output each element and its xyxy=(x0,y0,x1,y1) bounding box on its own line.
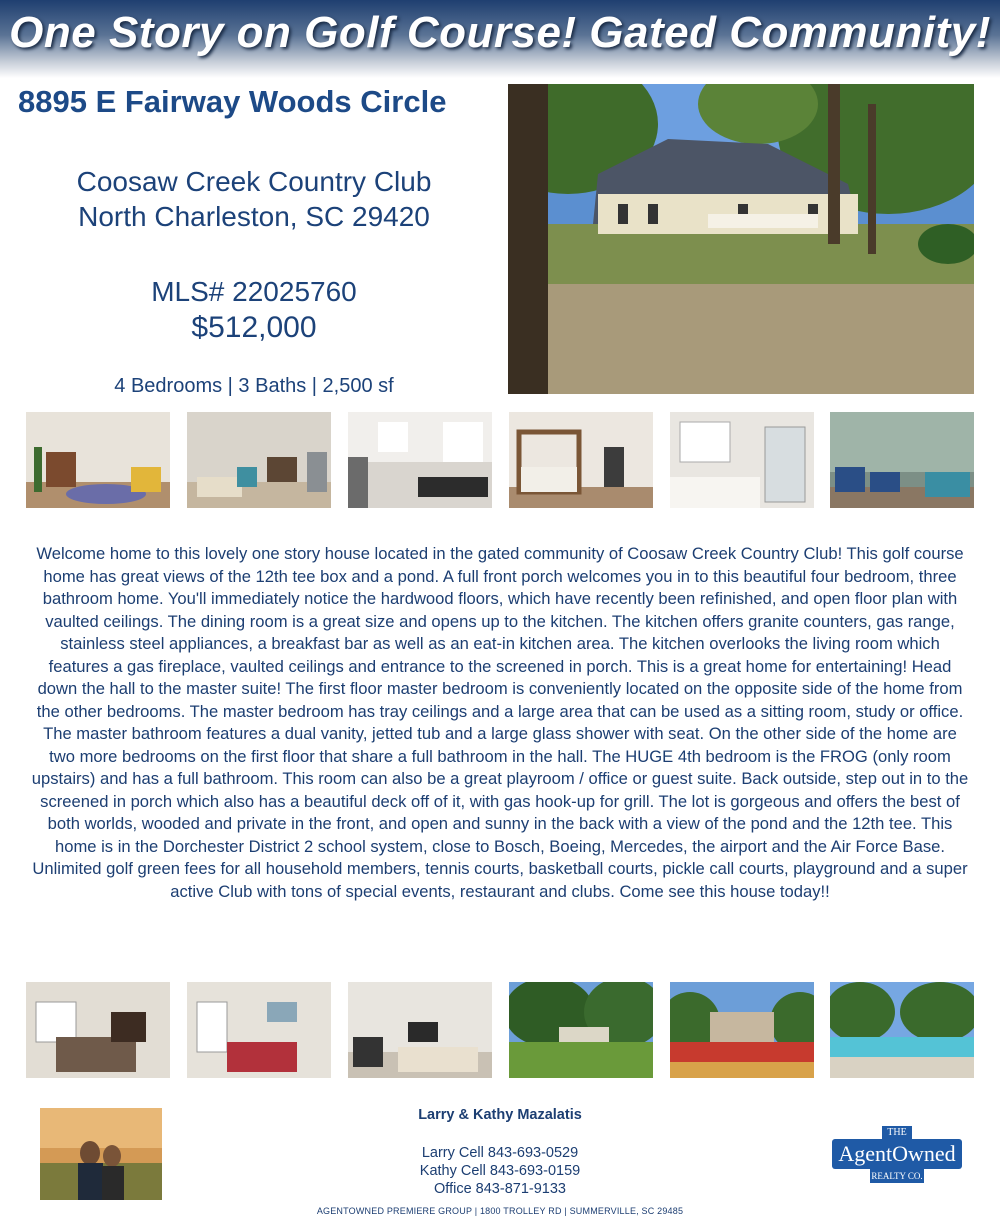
photo-master-bath xyxy=(670,412,814,508)
logo-agentowned: AgentOwned xyxy=(832,1139,962,1169)
photo-bonus-room xyxy=(348,982,492,1078)
community-name: Coosaw Creek Country Club xyxy=(76,166,432,197)
main-exterior-photo xyxy=(508,84,974,394)
property-specs: 4 Bedrooms | 3 Baths | 2,500 sf xyxy=(114,375,394,397)
headline: One Story on Golf Course! Gated Community! xyxy=(9,8,991,57)
logo-realty: REALTY CO. xyxy=(871,1171,923,1181)
photo-screened-porch xyxy=(830,412,974,508)
larry-cell: Larry Cell 843-693-0529 xyxy=(421,1145,579,1161)
photo-bedroom-3 xyxy=(187,982,331,1078)
city-state-zip: North Charleston, SC 29420 xyxy=(78,201,430,232)
photo-rear-exterior xyxy=(509,982,653,1078)
photo-master-bedroom xyxy=(509,412,653,508)
property-address: 8895 E Fairway Woods Circle xyxy=(18,84,447,119)
agent-photo xyxy=(40,1108,162,1200)
logo-the: THE xyxy=(882,1126,912,1140)
photo-community-pool xyxy=(830,982,974,1078)
property-description: Welcome home to this lovely one story house located in the gated community of Coosaw Creek Country Club! This golf course home has great views of the 12th tee box and a pond. A full front porch welcomes you in to this beautiful four bedroom, three bathroom home. You'll immediately notice the hardwood floors, which have recently been refinished, and open floor plan with vaulted ceilings. The dining room is a great size and opens up to the kitchen. The kitchen offers granite counters, gas range, stainless steel appliances, a breakfast bar as well as an eat-in kitchen area. The kitchen overlooks the living room which features a gas fireplace, vaulted ceilings and entrance to the screened in porch. This is a great home for entertaining! Head down the hall to the master suite! The first floor master bedroom is conveniently located on the opposite side of the home from the other bedrooms. The master bedroom has tray ceilings and a large area that can be used as a sitting room, study or office. The master bathroom features a dual vanity, jetted tub and a large glass shower with seat. On the other side of the home are two more bedrooms on the first floor that share a full bathroom in the hall. The HUGE 4th bedroom is the FROG (only room upstairs) and has a full bathroom. This room can also be a great playroom / office or guest suite. Back outside, step out in to the screened in porch which also has a beautiful deck off of it, with gas hook-up for grill. The lot is gorgeous and offers the best of both worlds, wooded and private in the front, and open and sunny in the back with a view of the pond and the 12th tee. This home is in the Dorchester District 2 school system, close to Bosch, Boeing, Mercedes, the airport and the Air Force Base. Unlimited golf green fees for all household members, tennis courts, basketball courts, pickle call courts, playground and a super active Club with tons of special events, restaurant and clubs. Come see this house today!! xyxy=(31,544,969,901)
photo-kitchen xyxy=(348,412,492,508)
office-phone: Office 843-871-9133 xyxy=(434,1181,566,1197)
agent-names: Larry & Kathy Mazalatis xyxy=(418,1107,582,1123)
photo-community-sign xyxy=(670,982,814,1078)
photo-living-room xyxy=(26,412,170,508)
photo-great-room xyxy=(187,412,331,508)
agentowned-logo xyxy=(832,1126,962,1186)
listing-price: $512,000 xyxy=(191,311,317,344)
header-banner xyxy=(0,0,1000,78)
kathy-cell: Kathy Cell 843-693-0159 xyxy=(419,1163,581,1179)
mls-number: MLS# 22025760 xyxy=(151,276,357,307)
footer-address: AGENTOWNED PREMIERE GROUP | 1800 TROLLEY RD | SUMMERVILLE, SC 29485 xyxy=(316,1206,684,1216)
photo-bedroom-2 xyxy=(26,982,170,1078)
